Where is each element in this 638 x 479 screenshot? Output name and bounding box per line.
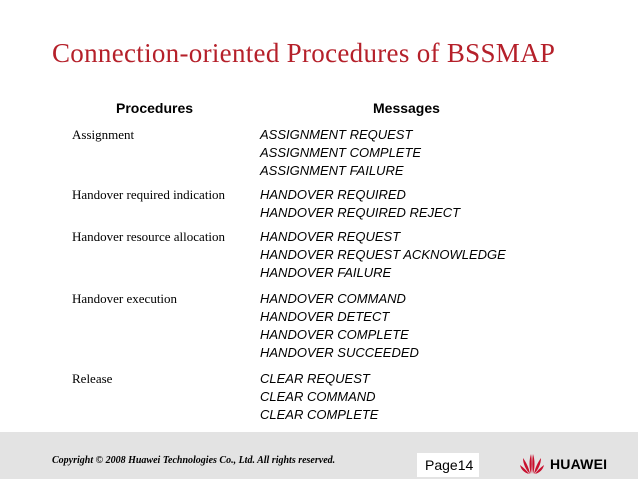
message-list — [260, 290, 419, 362]
slide-title: Connection-oriented Procedures of BSSMAP — [52, 38, 556, 68]
procedures-column-header: Procedures — [116, 100, 194, 116]
message-name: HANDOVER REQUIRED REJECT — [260, 205, 461, 220]
message-name: HANDOVER REQUEST — [260, 229, 401, 244]
page-number-box — [417, 453, 479, 477]
procedure-name: Assignment — [72, 127, 135, 142]
message-list — [260, 228, 506, 282]
table-row — [63, 290, 553, 362]
message-name: ASSIGNMENT COMPLETE — [260, 145, 422, 160]
procedure-name: Handover execution — [72, 291, 178, 306]
message-list — [260, 370, 378, 424]
message-name: HANDOVER COMMAND — [260, 291, 406, 306]
message-name: HANDOVER COMPLETE — [260, 327, 409, 342]
message-name: CLEAR REQUEST — [260, 371, 370, 386]
procedure-name: Handover required indication — [72, 187, 226, 202]
table-row — [63, 228, 553, 282]
message-name: HANDOVER DETECT — [260, 309, 390, 324]
message-list — [260, 186, 460, 222]
table-row — [63, 370, 553, 424]
table-row — [63, 186, 553, 222]
message-name: HANDOVER SUCCEEDED — [260, 345, 419, 360]
messages-column-header: Messages — [373, 100, 440, 116]
copyright-notice: Copyright © 2008 Huawei Technologies Co., Ltd. All rights reserved. — [52, 455, 336, 466]
message-name: CLEAR COMMAND — [260, 389, 376, 404]
procedure-name: Release — [72, 371, 113, 386]
footer-band — [0, 432, 638, 479]
procedure-name: Handover resource allocation — [72, 229, 226, 244]
brand-name: HUAWEI — [550, 456, 608, 472]
message-name: HANDOVER REQUIRED — [260, 187, 406, 202]
message-name: ASSIGNMENT FAILURE — [260, 163, 404, 178]
huawei-logo — [520, 453, 607, 475]
table-row — [63, 126, 553, 180]
page-number: Page14 — [425, 457, 474, 473]
message-name: HANDOVER FAILURE — [260, 265, 392, 280]
message-name: ASSIGNMENT REQUEST — [260, 127, 413, 142]
huawei-petal-logo-icon — [520, 453, 544, 475]
message-name: HANDOVER REQUEST ACKNOWLEDGE — [260, 247, 506, 262]
procedures-table — [63, 126, 553, 450]
message-name: CLEAR COMPLETE — [260, 407, 379, 422]
message-list — [260, 126, 421, 180]
